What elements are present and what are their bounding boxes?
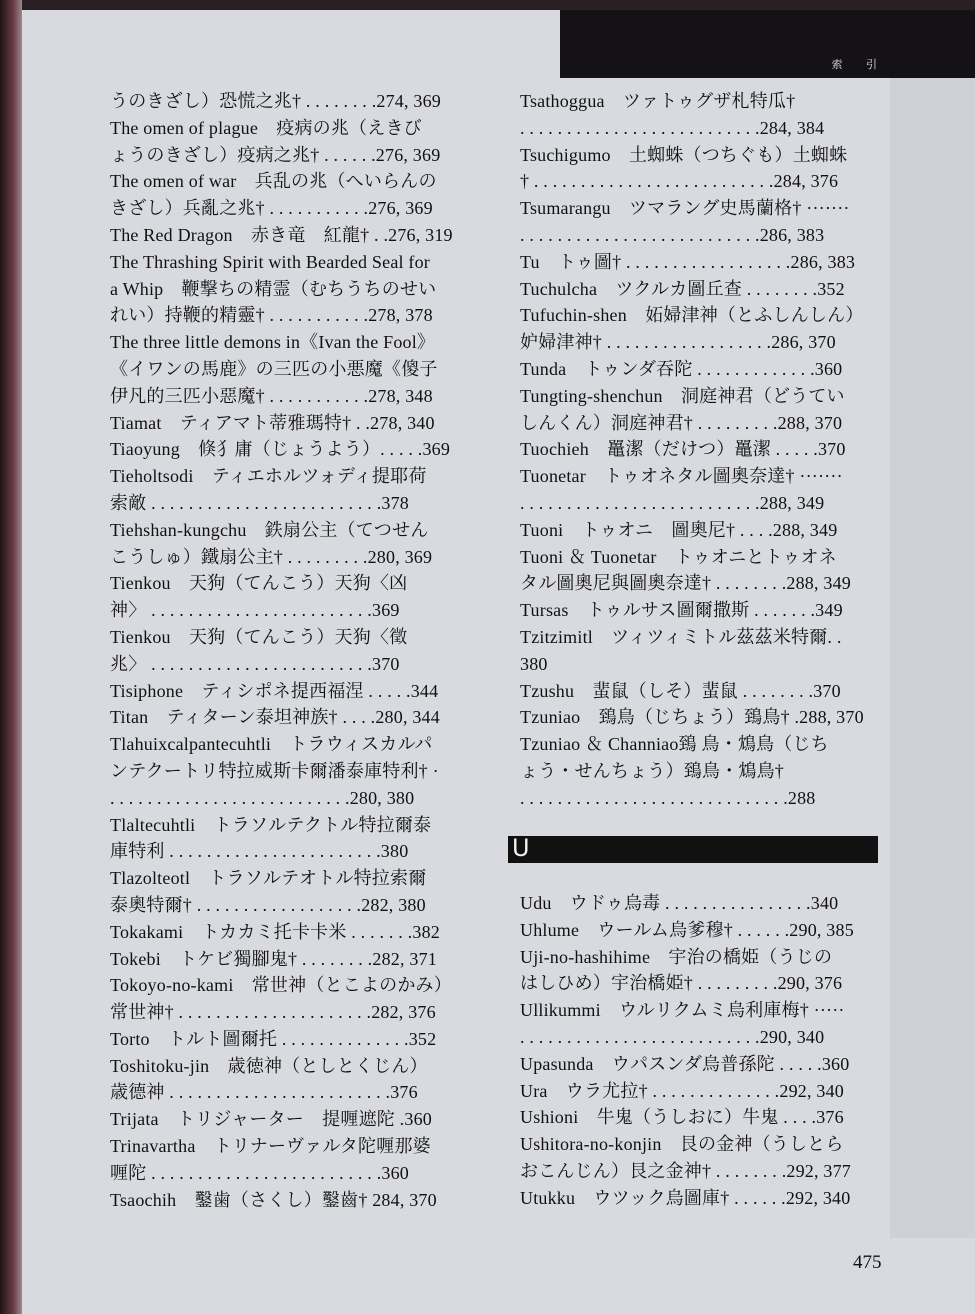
index-entry-line: † . . . . . . . . . . . . . . . . . . . . . . . . . .284, 376 [520,171,839,192]
index-entry-line: Tuonetar トゥオネタル圖奧奈達† ······· [520,466,843,487]
index-entry-line: Trinavartha トリナーヴァルタ陀喱那婆 [110,1136,431,1157]
index-entry-line: Ura ウラ尤拉† . . . . . . . . . . . . . .292, 340 [520,1080,844,1101]
index-entry-line: おこんじん）艮之金神† . . . . . . . .292, 377 [520,1160,851,1181]
index-entry-line: . . . . . . . . . . . . . . . . . . . . . . . . . .286, 383 [520,224,825,245]
index-entry-line: . . . . . . . . . . . . . . . . . . . . . . . . . . . . .288 [520,787,816,808]
index-entry-line: Tiaoyung 倏犭庸（じょうよう）. . . . .369 [110,439,451,460]
index-section-tab [560,10,975,78]
index-entry-line: Tisiphone ティシポネ提西福涅 . . . . .344 [110,680,439,701]
index-entry-line: Ullikummi ウルリクムミ烏利庫梅† ····· [520,1000,845,1021]
index-entry-line: Toshitoku-jin 歳徳神（としとくじん） [110,1055,428,1076]
index-entry-line: Tlahuixcalpantecuhtli トラウィスカルパ [110,734,433,755]
index-entry-line: うのきざし）恐慌之兆† . . . . . . . .274, 369 [110,91,441,111]
index-entry-line: 神〉 . . . . . . . . . . . . . . . . . . . . . . . .369 [110,600,400,621]
index-entry-line: Udu ウドゥ烏毒 . . . . . . . . . . . . . . . .340 [520,893,839,913]
index-entry-line: Uji-no-hashihime 宇治の橋姫（うじの [520,946,833,967]
left-index-column [110,88,466,1213]
index-entry-line: Tunda トゥンダ吞陀 . . . . . . . . . . . . .360 [520,358,843,379]
index-entry-line: 妒婦津神† . . . . . . . . . . . . . . . . . .286, 370 [520,332,836,353]
index-entry-line: . . . . . . . . . . . . . . . . . . . . . . . . . .280, 380 [110,787,415,808]
index-entry-line: 《イワンの馬鹿》の三匹の小悪魔《傻子 [110,358,438,379]
index-entry-line: はしひめ）宇治橋姫† . . . . . . . . .290, 376 [520,973,843,994]
index-entry-line: Tsathoggua ツァトゥグザ札特瓜† [520,91,796,111]
index-entry-line: Tzuniao 鵄鳥（じちょう）鵄鳥† .288, 370 [520,707,864,728]
section-letter: U [512,834,530,862]
index-entry-line: Tzitzimitl ツィツィミトル茲茲米特爾. . [520,626,842,647]
page-top-edge [0,0,975,10]
index-entry-line: ょうのきざし）疫病之兆† . . . . . .276, 369 [110,144,441,165]
index-entry-line: Ushioni 牛鬼（うしおに）牛鬼 . . . .376 [520,1107,844,1128]
index-entry-line: タル圖奧尼與圖奧奈達† . . . . . . . .288, 349 [520,573,851,594]
index-entry-line: Utukku ウツック烏圖庫† . . . . . .292, 340 [520,1187,851,1208]
index-entry-line: Tokoyo-no-kami 常世神（とこよのかみ） [110,975,452,996]
index-entry-line: Tuchulcha ツクルカ圖丘查 . . . . . . . .352 [520,278,845,299]
index-entry-line: Tuoni ＆ Tuonetar トゥオニとトゥオネ [520,546,837,567]
index-entry-line: 庫特利 . . . . . . . . . . . . . . . . . . . . . . .380 [110,841,409,862]
index-entry-line: 歳德神 . . . . . . . . . . . . . . . . . . . . . . . .376 [110,1082,418,1103]
index-entry-line: こうしゅ）鐵扇公主† . . . . . . . . .280, 369 [110,546,433,567]
index-entry-line: The three little demons in《Ivan the Fool》 [110,332,436,353]
right-index-column-u [520,890,878,1212]
index-entry-line: Tsuchigumo 土蜘蛛（つちぐも）土蜘蛛 [520,144,848,165]
index-entry-line: . . . . . . . . . . . . . . . . . . . . . . . . . .290, 340 [520,1026,825,1047]
index-entry-line: Tuoni トゥオニ 圖奧尼† . . . .288, 349 [520,519,838,540]
index-entry-line: Tlaltecuhtli トラソルテクトル特拉爾泰 [110,814,432,835]
index-entry-line: The Red Dragon 赤き竜 紅龍† . .276, 319 [110,224,453,245]
index-entry-line: Tokakami トカカミ托卡卡米 . . . . . . .382 [110,921,440,942]
index-entry-line: Tzushu 蜚鼠（しそ）蜚鼠 . . . . . . . .370 [520,680,841,701]
index-entry-line: Torto トルト圖爾托 . . . . . . . . . . . . . .352 [110,1028,437,1049]
index-entry-line: Tiehshan-kungchu 鉄扇公主（てつせん [110,519,429,540]
index-entry-line: 380 [520,653,548,674]
index-entry-line: The omen of plague 疫病の兆（えきび [110,117,422,138]
index-entry-line: Tlazolteotl トラソルテオトル特拉索爾 [110,868,427,889]
index-entry-line: Upasunda ウパスンダ烏普孫陀 . . . . .360 [520,1053,850,1074]
page-shadow [890,78,975,1238]
index-entry-line: Tsumarangu ツマラング史馬蘭格† ······· [520,198,850,219]
index-entry-line: Tu トゥ圖† . . . . . . . . . . . . . . . . . .286, 383 [520,251,856,272]
index-entry-line: Tzuniao ＆ Channiao鵄 鳥・鴆鳥（じち [520,734,829,755]
index-entry-line: Tufuchin-shen 妬婦津神（とふしんしん） [520,305,864,326]
index-entry-line: Tursas トゥルサス圖爾撒斯 . . . . . . .349 [520,600,843,621]
index-entry-line: れい）持鞭的精靈† . . . . . . . . . . .278, 378 [110,305,433,326]
index-entry-line: . . . . . . . . . . . . . . . . . . . . . . . . . .288, 349 [520,492,825,513]
index-entry-line: 泰奧特爾† . . . . . . . . . . . . . . . . . .282, 380 [110,894,426,915]
index-entry-line: Trijata トリジャーター 提喱遮陀 .360 [110,1109,432,1130]
index-entry-line: Tungting-shenchun 洞庭神君（どうてい [520,385,845,406]
index-entry-line: The Thrashing Spirit with Bearded Seal for [110,251,430,272]
index-entry-line: 索敵 . . . . . . . . . . . . . . . . . . . . . . . . .378 [110,492,409,513]
index-entry-line: Titan ティターン泰坦神族† . . . .280, 344 [110,707,440,728]
right-index-column-t [520,88,878,812]
index-entry-line: Tsaochih 鑿歯（さくし）鑿齒† 284, 370 [110,1189,437,1210]
index-entry-line: 兆〉 . . . . . . . . . . . . . . . . . . . . . . . .370 [110,653,400,674]
index-entry-line: Ushitora-no-konjin 艮の金神（うしとら [520,1134,844,1155]
index-entry-line: Uhlume ウールム烏爹穆† . . . . . .290, 385 [520,919,854,940]
index-entry-line: Tienkou 天狗（てんこう）天狗〈徵 [110,626,408,647]
index-entry-line: Tiamat ティアマト蒂雅瑪特† . .278, 340 [110,412,435,433]
index-entry-line: ょう・せんちょう）鵄鳥・鴆鳥† [520,760,784,781]
index-entry-line: きざし）兵亂之兆† . . . . . . . . . . .276, 369 [110,198,433,219]
book-spine-edge [0,0,22,1314]
index-entry-line: 伊凡的三匹小惡魔† . . . . . . . . . . .278, 348 [110,385,433,406]
page-number: 475 [853,1252,882,1273]
index-entry-line: 喱陀 . . . . . . . . . . . . . . . . . . . . . . . . .360 [110,1162,409,1183]
index-entry-line: Tuochieh 鼉潔（だけつ）鼉潔 . . . . .370 [520,439,846,460]
index-entry-line: . . . . . . . . . . . . . . . . . . . . . . . . . .284, 384 [520,117,825,138]
index-entry-line: a Whip 鞭撃ちの精霊（むちうちのせい [110,278,437,299]
index-entry-line: Tieholtsodi ティエホルツォディ提耶荷 [110,466,427,487]
index-tab-label: 索 引 [831,58,887,71]
index-entry-line: Tienkou 天狗（てんこう）天狗〈凶 [110,573,408,594]
index-entry-line: しんくん）洞庭神君† . . . . . . . . .288, 370 [520,412,843,433]
index-entry-line: ンテクートリ特拉威斯卡爾潘泰庫特利† · [110,760,439,781]
index-entry-line: The omen of war 兵乱の兆（へいらんの [110,171,437,192]
index-entry-line: Tokebi トケビ獨腳鬼† . . . . . . . .282, 371 [110,948,437,969]
index-entry-line: 常世神† . . . . . . . . . . . . . . . . . . . . .282, 376 [110,1002,436,1023]
section-header-u [508,836,878,863]
